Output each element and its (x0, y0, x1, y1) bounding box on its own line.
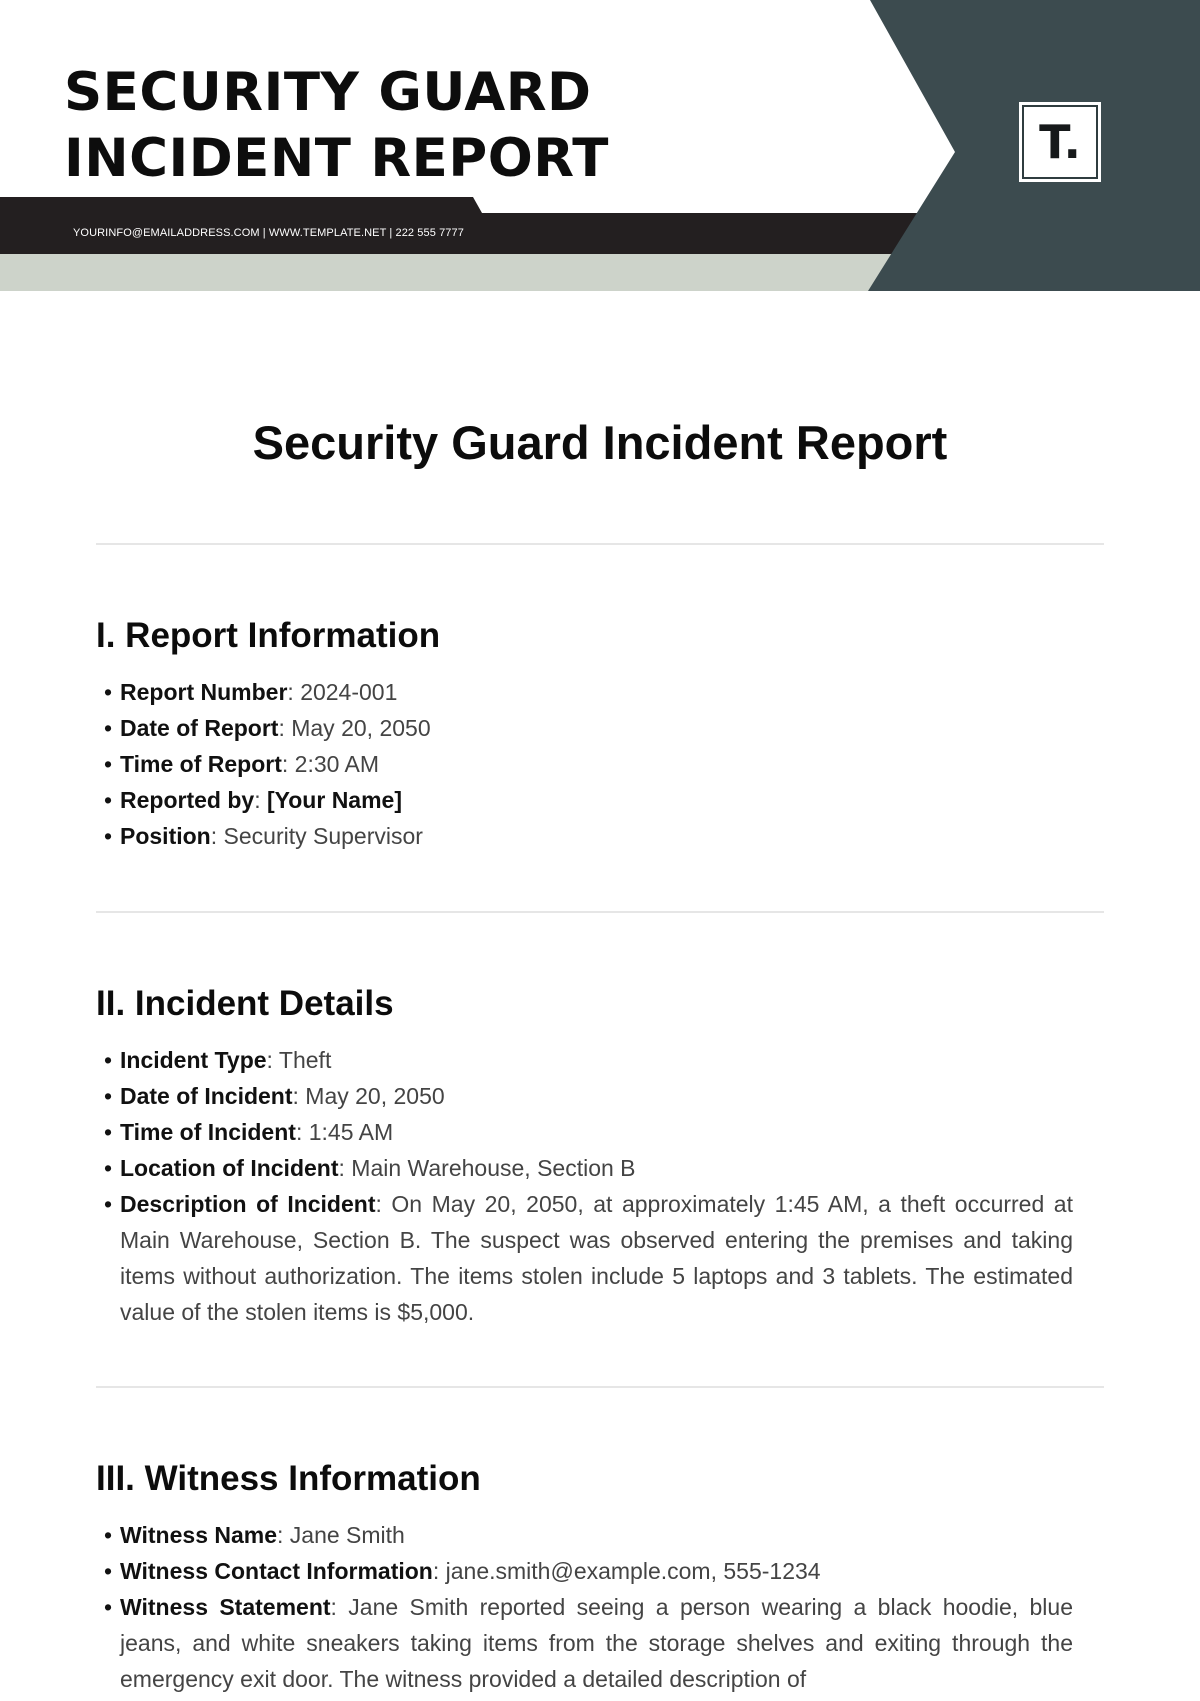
field-list (96, 1517, 1096, 1697)
field-label: Witness Contact Information (120, 1558, 433, 1584)
field-value: Jane Smith reported seeing a person wearing a black hoodie, blue jeans, and white sneakers taking items from the storage shelves and exiting through the emergency exit door. The witness provided a detailed description of (120, 1594, 1074, 1692)
field-position: • Position: Security Supervisor (96, 818, 1073, 854)
field-reported-by: • Reported by: [Your Name] (96, 782, 1073, 818)
field-label: Date of Report (120, 715, 279, 741)
divider (96, 1386, 1104, 1388)
field-value: 2024-001 (300, 679, 398, 705)
field-witness-statement: • Witness Statement: Jane Smith reported seeing a person wearing a black hoodie, blue jeans, and white sneakers taking items from the storage shelves and exiting through the emergency exit door. The witness provided a detailed description of (96, 1589, 1073, 1697)
field-time-of-incident: • Time of Incident: 1:45 AM (96, 1114, 1073, 1150)
field-value: On May 20, 2050, at approximately 1:45 AM, a theft occurred at Main Warehouse, Section B. The suspect was observed entering the premises and taking items without authorization. The items stolen include 5 laptops and 3 tablets. The estimated value of the stolen items is $5,000. (120, 1191, 1073, 1325)
field-label: Description of Incident (120, 1191, 376, 1217)
field-value: 1:45 AM (308, 1119, 394, 1145)
section-incident-details (96, 984, 1096, 1330)
field-label: Reported by (120, 787, 255, 813)
field-description-of-incident: • Description of Incident: On May 20, 2050, at approximately 1:45 AM, a theft occurred at Main Warehouse, Section B. The suspect was observed entering the premises and taking items without authorization. The items stolen include 5 laptops and 3 tablets. The estimated value of the stolen items is $5,000. (96, 1186, 1073, 1330)
field-label: Location of Incident (120, 1155, 339, 1181)
field-label: Witness Name (120, 1522, 278, 1548)
section-witness-information (96, 1459, 1096, 1697)
contact-info: YOURINFO@EMAILADDRESS.COM | WWW.TEMPLATE.NET | 222 555 7777 (73, 227, 464, 239)
banner-title-line1: SECURITY GUARD (64, 62, 592, 123)
field-incident-type: • Incident Type: Theft (96, 1042, 1073, 1078)
banner-title (64, 60, 609, 192)
field-report-number: • Report Number: 2024-001 (96, 674, 1073, 710)
divider (96, 911, 1104, 913)
field-list (96, 1042, 1096, 1330)
field-witness-name: • Witness Name: Jane Smith (96, 1517, 1073, 1553)
section-heading: I. Report Information (96, 616, 441, 655)
field-date-of-incident: • Date of Incident: May 20, 2050 (96, 1078, 1073, 1114)
field-label: Position (120, 823, 211, 849)
field-time-of-report: • Time of Report: 2:30 AM (96, 746, 1073, 782)
field-list (96, 674, 1096, 854)
field-value: May 20, 2050 (305, 1083, 445, 1109)
field-label: Date of Incident (120, 1083, 293, 1109)
field-label: Report Number (120, 679, 288, 705)
document-title: Security Guard Incident Report (252, 416, 948, 469)
field-label: Witness Statement (120, 1594, 331, 1620)
field-value: Security Supervisor (223, 823, 423, 849)
field-value: 2:30 AM (294, 751, 380, 777)
logo-mark: T. (1022, 105, 1098, 179)
logo (1019, 102, 1101, 182)
field-value: May 20, 2050 (291, 715, 431, 741)
field-witness-contact-information: • Witness Contact Information: jane.smith@example.com, 555-1234 (96, 1553, 1073, 1589)
field-value: [Your Name] (266, 787, 403, 813)
field-value: Jane Smith (289, 1522, 405, 1548)
banner-title-line2: INCIDENT REPORT (64, 128, 609, 189)
field-date-of-report: • Date of Report: May 20, 2050 (96, 710, 1073, 746)
field-value: Theft (278, 1047, 332, 1073)
header-banner (0, 0, 1200, 291)
section-heading: II. Incident Details (96, 984, 394, 1023)
section-report-information (96, 616, 1096, 854)
field-label: Incident Type (120, 1047, 267, 1073)
divider (96, 543, 1104, 545)
field-location-of-incident: • Location of Incident: Main Warehouse, Section B (96, 1150, 1073, 1186)
field-value: jane.smith@example.com, 555-1234 (445, 1558, 821, 1584)
field-label: Time of Incident (120, 1119, 296, 1145)
section-heading: III. Witness Information (96, 1459, 481, 1498)
field-label: Time of Report (120, 751, 282, 777)
field-value: Main Warehouse, Section B (351, 1155, 636, 1181)
